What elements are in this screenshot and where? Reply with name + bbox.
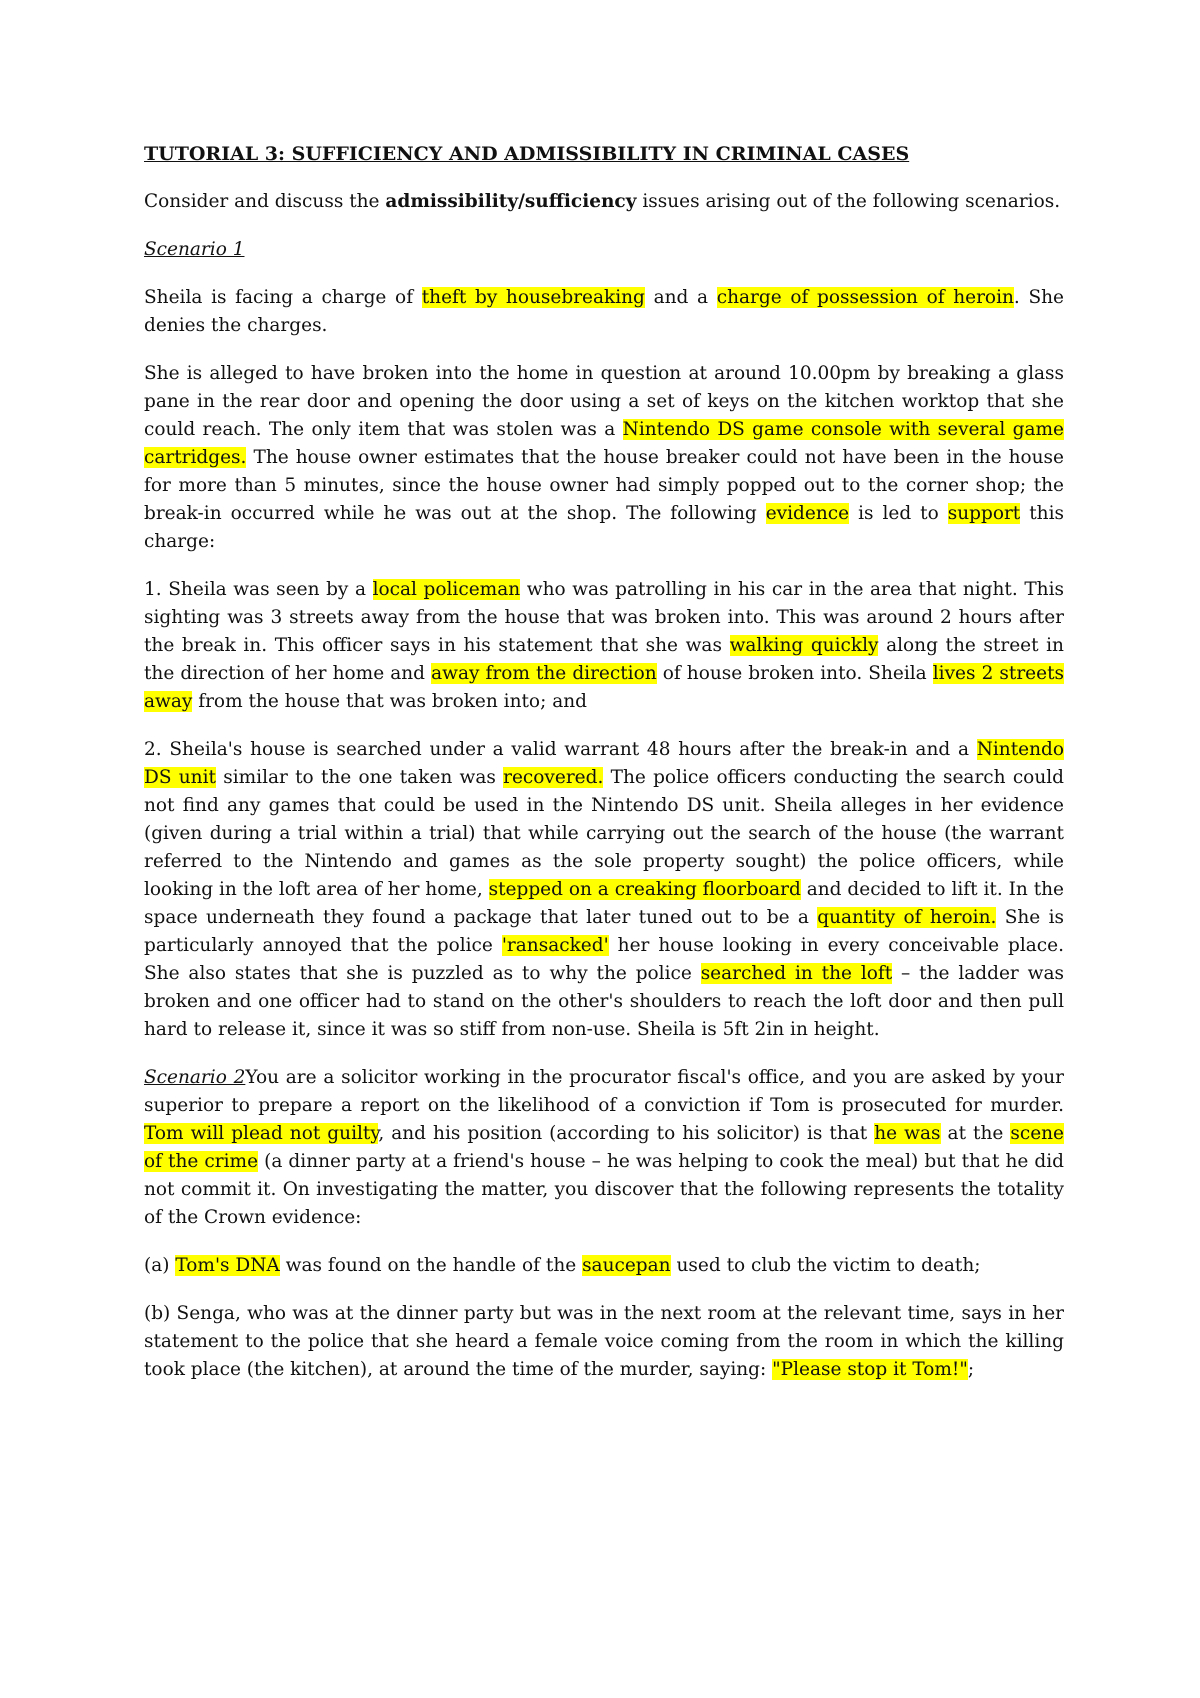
body-text: She is particularly annoyed that the police	[144, 907, 1064, 956]
highlighted-text: Nintendo DS game console with several game cartridges.	[144, 419, 1065, 468]
body-text: was found on the handle of the	[279, 1255, 583, 1276]
document-title: TUTORIAL 3: SUFFICIENCY AND ADMISSIBILITY IN CRIMINAL CASES	[144, 143, 910, 165]
highlighted-text: recovered.	[503, 767, 604, 788]
highlighted-text: local policeman	[372, 579, 521, 600]
scenario-1-facts	[144, 360, 1064, 556]
highlighted-text: saucepan	[582, 1255, 671, 1276]
body-text: (a dinner party at a friend's house – he was helping to cook the meal) but that he did not commit it. On investigating the matter, you discover that the following represents the totality of the Crown evidence:	[144, 1151, 1065, 1228]
body-text: ;	[967, 1359, 975, 1380]
scenario-2-body	[144, 1067, 1064, 1228]
body-text: She is alleged to have broken into the home in question at around 10.00pm by breaking a glass pane in the rear door and opening the door using a set of keys on the kitchen worktop that she could reach. The only item that was stolen was a	[144, 363, 1064, 440]
body-text: and decided to lift it. In the space underneath they found a package that later tuned out to be a	[144, 879, 1064, 928]
document-page	[144, 140, 1064, 1404]
body-text: from the house that was broken into; and	[192, 691, 587, 712]
intro-post: issues arising out of the following scenarios.	[636, 191, 1061, 212]
crown-evidence-a	[144, 1252, 1064, 1280]
scenario-2-paragraph	[144, 1064, 1064, 1232]
body-text: who was patrolling in his car in the area that night. This sighting was 3 streets away from the house that was broken into. This was around 2 hours after the break in. This officer says in his statement that she was	[144, 579, 1064, 656]
highlighted-text: lives 2 streets	[932, 663, 1065, 684]
scenario-1-charges	[144, 284, 1064, 340]
body-text: along the street in the direction of her home and	[144, 635, 1064, 684]
highlighted-text: away from the direction	[431, 663, 657, 684]
intro-pre: Consider and discuss the	[144, 191, 386, 212]
scenario-2-label: Scenario 2	[144, 1067, 246, 1088]
highlighted-text: 'ransacked'	[501, 935, 609, 956]
body-text: – the ladder was broken and one officer had to stand on the other's shoulders to reach the loft door and then pull hard to release it, since it was so stiff from non-use. Sheila is 5ft 2in in height.	[144, 963, 1064, 1040]
body-text: her house looking in every conceivable place. She also states that she is puzzled as to why the police	[144, 935, 1064, 984]
body-text: 2. Sheila's house is searched under a valid warrant 48 hours after the break-in and a	[144, 739, 977, 760]
intro-paragraph	[144, 188, 1064, 216]
highlighted-text: Tom's DNA	[175, 1255, 280, 1276]
body-text: at the	[940, 1123, 1011, 1144]
highlighted-text: support	[947, 503, 1021, 524]
highlighted-text: evidence	[765, 503, 850, 524]
body-text: of house broken into. Sheila	[656, 663, 933, 684]
body-text: 1. Sheila was seen by a	[144, 579, 373, 600]
body-text: similar to the one taken was	[215, 767, 504, 788]
body-text: this charge:	[144, 503, 1065, 552]
body-text: The police officers conducting the search could not find any games that could be used in the Nintendo DS unit. Sheila alleges in her evidence (given during a trial within a trial) that while carrying out the search of the house (the warrant referred to the Nintendo and games as the sole property sought) the police officers, while looking in the loft area of her home,	[144, 767, 1064, 900]
highlighted-text: Nintendo DS unit	[144, 739, 1064, 788]
body-text: Sheila is facing a charge of	[144, 287, 422, 308]
evidence-item-2	[144, 736, 1064, 1044]
intro-bold: admissibility/sufficiency	[385, 191, 637, 212]
body-text: used to club the victim to death;	[670, 1255, 981, 1276]
highlighted-text: theft by housebreaking	[421, 287, 645, 308]
highlighted-text: Tom will plead not guilty	[144, 1123, 379, 1144]
highlighted-text: walking quickly	[729, 635, 879, 656]
crown-evidence-b	[144, 1300, 1064, 1384]
body-text: is led to	[849, 503, 948, 524]
highlighted-text: stepped on a creaking floorboard	[488, 879, 801, 900]
highlighted-text: searched in the loft	[700, 963, 893, 984]
highlighted-text: "Please stop it Tom!"	[772, 1359, 968, 1380]
body-text: (a)	[144, 1255, 176, 1276]
highlighted-text: scene of the crime	[144, 1123, 1065, 1172]
highlighted-text: charge of possession of heroin	[716, 287, 1014, 308]
body-text: , and his position (according to his solicitor) is that	[378, 1123, 875, 1144]
evidence-item-1	[144, 576, 1064, 716]
body-text: and a	[644, 287, 717, 308]
body-text: You are a solicitor working in the procurator fiscal's office, and you are asked by your superior to prepare a report on the likelihood of a conviction if Tom is prosecuted for murder.	[144, 1067, 1064, 1116]
highlighted-text: away	[144, 691, 193, 712]
body-text: (b) Senga, who was at the dinner party but was in the next room at the relevant time, says in her statement to the police that she heard a female voice coming from the room in which the killing took place (the kitchen), at around the time of the murder, saying:	[144, 1303, 1064, 1380]
body-text: The house owner estimates that the house breaker could not have been in the house for more than 5 minutes, since the house owner had simply popped out to the corner shop; the break-in occurred while he was out at the shop. The following	[144, 447, 1064, 524]
highlighted-text: quantity of heroin.	[817, 907, 997, 928]
highlighted-text: he was	[874, 1123, 941, 1144]
scenario-1-label: Scenario 1	[144, 239, 245, 260]
scenario-1-heading	[144, 236, 1064, 264]
body-text: . She denies the charges.	[144, 287, 1064, 336]
